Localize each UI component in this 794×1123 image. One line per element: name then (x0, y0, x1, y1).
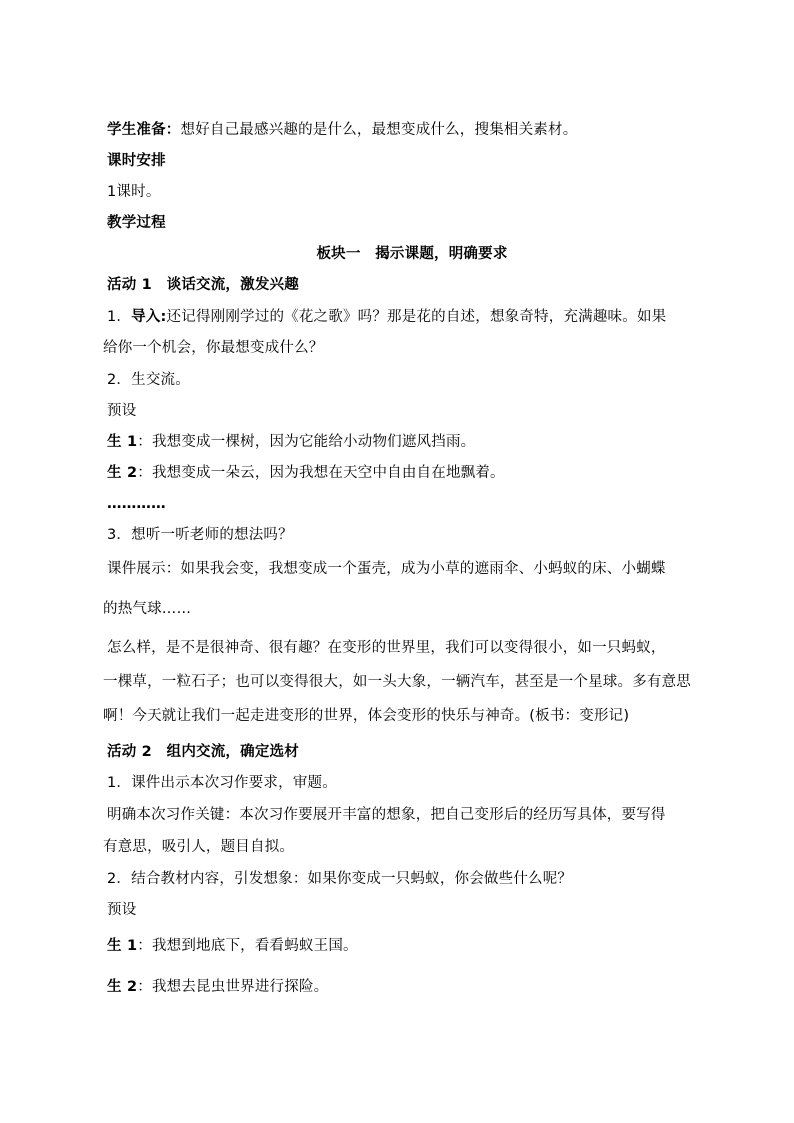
student-2-label-b: 生 2 (107, 979, 138, 995)
preset-label-1: 预设 (107, 403, 137, 419)
student-exchange-line: 2．生交流。 (107, 372, 190, 388)
student-1-answer-b (107, 936, 358, 956)
student-2-label-a: 生 2 (107, 465, 138, 481)
student-preparation-label: 学生准备： (107, 122, 181, 138)
student-1-text-a: ：我想变成一棵树，因为它能给小动物们遮风挡雨。 (137, 434, 476, 450)
student-2-text-a: ：我想变成一朵云，因为我想在天空中自由自在地飘着。 (137, 465, 505, 481)
activity-two-heading: 活动 2 组内交流，确定选材 (107, 744, 299, 760)
student-preparation-text: 想好自己最感兴趣的是什么，最想变成什么，搜集相关素材。 (180, 122, 578, 138)
student-2-answer-a (107, 463, 505, 483)
section-one-title: 板块一 揭示课题，明确要求 (316, 246, 508, 262)
intro-number: 1． (107, 309, 132, 325)
imagination-line: 2．结合教材内容，引发想象：如果你变成一只蚂蚁，你会做些什么呢？ (107, 871, 573, 887)
ellipsis-line: ………… (107, 496, 166, 512)
lesson-schedule-heading: 课时安排 (107, 153, 166, 169)
student-2-text-b: ：我想去昆虫世界进行探险。 (137, 979, 329, 995)
intro-line-2: 给你一个机会，你最想变成什么？ (103, 340, 324, 356)
discussion-line-2: 一棵草，一粒石子；也可以变得很大，如一头大象，一辆汽车，甚至是一个星球。多有意思 (103, 674, 691, 690)
requirement-line: 1．课件出示本次习作要求，审题。 (107, 775, 337, 791)
activity-one-heading: 活动 1 谈话交流，激发兴趣 (107, 277, 299, 293)
teaching-process-heading: 教学过程 (107, 215, 166, 231)
student-1-label-b: 生 1 (107, 938, 138, 954)
student-1-label-a: 生 1 (107, 434, 138, 450)
courseware-line-1: 课件展示：如果我会变，我想变成一个蛋壳，成为小草的遮雨伞、小蚂蚁的床、小蝴蝶 (107, 561, 666, 577)
preset-label-2: 预设 (107, 902, 137, 918)
discussion-line-1: 怎么样，是不是很神奇、很有趣？在变形的世界里，我们可以变得很小，如一只蚂蚁， (107, 640, 666, 656)
intro-line-1 (107, 307, 666, 327)
student-preparation-line (107, 120, 577, 140)
key-point-line-2: 有意思，吸引人，题目自拟。 (103, 839, 295, 855)
teacher-idea-line: 3．想听一听老师的想法吗？ (107, 527, 293, 543)
intro-text: 还记得刚刚学过的《花之歌》吗？那是花的自述，想象奇特，充满趣味。如果 (166, 309, 667, 325)
student-1-answer-a (107, 432, 475, 452)
key-point-line-1: 明确本次习作关键：本次习作要展开丰富的想象，把自己变形后的经历写具体，要写得 (107, 807, 666, 823)
lesson-schedule-text: 1课时。 (107, 184, 161, 200)
student-1-text-b: ：我想到地底下，看看蚂蚁王国。 (137, 938, 358, 954)
intro-label: 导入: (131, 309, 167, 325)
student-2-answer-b (107, 977, 328, 997)
discussion-line-3: 啊！今天就让我们一起走进变形的世界，体会变形的快乐与神奇。(板书：变形记) (103, 708, 630, 724)
courseware-line-2: 的热气球…… (103, 601, 192, 617)
